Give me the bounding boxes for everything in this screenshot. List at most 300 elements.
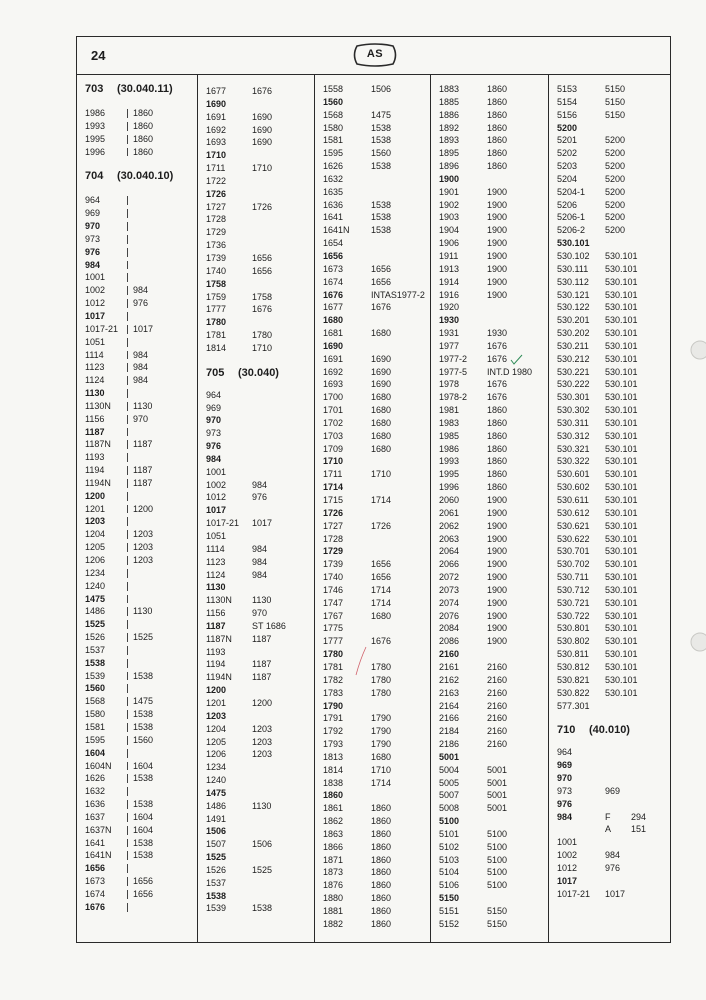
part-number: 1001 <box>85 272 106 283</box>
table-row <box>77 233 196 246</box>
table-row <box>198 748 313 761</box>
reference-number: 530.101 <box>605 636 638 647</box>
table-row <box>198 710 313 723</box>
part-number: 1882 <box>323 918 344 929</box>
table-row <box>431 789 547 802</box>
table-row <box>77 747 196 760</box>
table-row <box>431 455 547 468</box>
reference-number: 530.101 <box>605 289 638 300</box>
table-row <box>77 477 196 490</box>
part-number: 1156 <box>85 413 105 424</box>
table-row <box>198 594 313 607</box>
table-row <box>549 122 669 135</box>
part-number: 969 <box>206 402 222 413</box>
reference-number: 2160 <box>487 739 508 750</box>
table-row <box>549 798 669 811</box>
reference-number: 984 <box>133 362 149 373</box>
table-row <box>198 813 313 826</box>
table-row <box>549 836 669 849</box>
reference-number: 1538 <box>133 837 154 848</box>
table-row <box>549 687 669 700</box>
table-row <box>549 455 669 468</box>
section-heading <box>77 170 196 186</box>
table-row <box>431 777 547 790</box>
reference-number: 1680 <box>371 392 392 403</box>
part-number: 1051 <box>206 531 227 541</box>
inner-divider <box>127 543 128 552</box>
table-row <box>549 109 669 122</box>
table-row <box>315 224 429 237</box>
part-number: 1993 <box>439 456 460 467</box>
table-row <box>77 146 196 159</box>
table-row <box>549 430 669 443</box>
reference-number: 1690 <box>371 353 392 364</box>
part-number: 2186 <box>439 739 460 750</box>
table-row <box>315 520 429 533</box>
reference-number: 5150 <box>605 96 626 107</box>
section-heading <box>549 724 669 740</box>
part-number: 1626 <box>323 161 344 172</box>
reference-number: 1900 <box>487 495 508 505</box>
table-row <box>549 340 669 353</box>
part-number: 969 <box>85 208 101 219</box>
part-number: 1537 <box>206 877 227 888</box>
reference-number: 1860 <box>371 828 392 839</box>
table-row <box>431 648 547 661</box>
table-row <box>431 918 547 931</box>
reference-number: 1656 <box>252 265 273 276</box>
table-row <box>431 173 547 186</box>
reference-number: 1900 <box>487 623 508 634</box>
reference-number: 530.101 <box>605 661 638 672</box>
reference-number: 1860 <box>371 893 392 904</box>
part-number: 530.622 <box>557 533 590 544</box>
table-row <box>77 580 196 593</box>
reference-number: 530.101 <box>605 495 638 505</box>
part-number: 2163 <box>439 687 460 698</box>
part-number: 1701 <box>323 405 344 416</box>
reference-number: 984 <box>252 479 268 490</box>
reference-number: 1900 <box>487 250 508 261</box>
table-row <box>315 443 429 456</box>
table-row <box>77 515 196 528</box>
reference-number: 1560 <box>371 148 392 159</box>
inner-divider <box>127 415 128 424</box>
part-number: 5106 <box>439 880 460 891</box>
reference-number: 1900 <box>487 584 508 595</box>
reference-number: INTAS1977-2 <box>371 289 425 300</box>
table-row <box>549 759 669 772</box>
part-number: 1012 <box>557 862 578 873</box>
table-row <box>315 314 429 327</box>
table-row <box>315 712 429 725</box>
part-number: 1654 <box>323 238 344 249</box>
table-row <box>77 837 196 850</box>
table-row <box>198 175 313 188</box>
inner-divider <box>127 851 128 860</box>
part-number: 1740 <box>323 572 344 583</box>
reference-number: 1860 <box>371 906 392 916</box>
table-row <box>431 815 547 828</box>
table-row <box>549 186 669 199</box>
part-number: 1677 <box>323 302 344 313</box>
reference-number: 530.101 <box>605 250 638 261</box>
table-row <box>198 239 313 252</box>
part-number: 1206 <box>85 555 106 565</box>
spacer <box>77 99 196 107</box>
part-number: 1995 <box>439 469 460 480</box>
part-number: 1017 <box>557 875 578 886</box>
inner-divider <box>127 633 128 642</box>
part-number: 1193 <box>85 452 105 463</box>
table-row <box>549 811 669 824</box>
reference-number: 1690 <box>252 137 273 148</box>
reference-number: 1790 <box>371 726 392 737</box>
table-row <box>77 297 196 310</box>
reference-number: 1525 <box>133 632 154 643</box>
part-number: 1017-21 <box>206 518 240 529</box>
part-number: 1782 <box>323 674 344 685</box>
part-number: 1017-21 <box>557 888 591 899</box>
table-row <box>431 738 547 751</box>
part-number: 2084 <box>439 623 460 634</box>
reference-number: 1860 <box>133 120 154 131</box>
reference-number: 1538 <box>371 135 392 146</box>
table-row <box>198 774 313 787</box>
part-number: 1130 <box>85 388 105 399</box>
reference-number: 1860 <box>487 430 508 441</box>
part-number: 1900 <box>439 173 460 184</box>
table-row <box>431 237 547 250</box>
reference-number: 1690 <box>371 379 392 390</box>
table-row <box>315 751 429 764</box>
part-number: 1726 <box>323 507 344 518</box>
part-number: 1676 <box>85 901 106 912</box>
reference-number: 1860 <box>133 108 154 118</box>
table-row <box>77 618 196 631</box>
table-row <box>431 828 547 841</box>
part-number: 1156 <box>206 608 226 619</box>
part-number: 1234 <box>85 567 106 578</box>
reference-number: 5001 <box>487 790 508 801</box>
reference-number: 1656 <box>371 572 392 583</box>
part-number: 1996 <box>439 482 460 493</box>
part-number: 1747 <box>323 597 344 608</box>
table-row <box>315 687 429 700</box>
extra-reference: 151 <box>631 824 647 835</box>
reference-number: 1780 <box>371 687 392 698</box>
part-number: 1187 <box>206 620 226 631</box>
reference-number: 1860 <box>487 109 508 120</box>
part-number: 1538 <box>206 890 227 901</box>
part-number: 1193 <box>206 646 226 657</box>
part-number: 2072 <box>439 572 460 583</box>
reference-number: 1860 <box>487 482 508 493</box>
table-row <box>77 528 196 541</box>
part-number: 530.602 <box>557 482 590 493</box>
reference-number: 1690 <box>371 366 392 377</box>
part-number: 1641 <box>323 212 344 223</box>
reference-number: 1200 <box>133 503 154 514</box>
part-number: 530.211 <box>557 340 589 351</box>
table-row <box>431 892 547 905</box>
part-number: 1986 <box>85 108 106 118</box>
inner-divider <box>127 363 128 372</box>
inner-divider <box>127 787 128 796</box>
table-row <box>77 734 196 747</box>
table-row <box>77 824 196 837</box>
inner-divider <box>127 196 128 205</box>
inner-divider <box>127 864 128 873</box>
part-number: 530.701 <box>557 546 590 557</box>
reference-number: 5100 <box>487 880 508 891</box>
reference-number: 1860 <box>133 146 154 157</box>
part-number: 1681 <box>323 328 344 339</box>
reference-number: 5200 <box>605 135 626 146</box>
inner-divider <box>127 135 128 144</box>
part-number: 1200 <box>85 490 106 501</box>
part-number: 2164 <box>439 700 460 711</box>
reference-number: 530.101 <box>605 623 638 634</box>
table-row <box>315 610 429 623</box>
inner-divider <box>127 261 128 270</box>
part-number: 1537 <box>85 644 106 655</box>
table-row <box>77 631 196 644</box>
reference-number: 1538 <box>133 773 154 784</box>
part-number: 1729 <box>323 546 344 557</box>
table-row <box>77 798 196 811</box>
part-number: 1636 <box>85 799 106 810</box>
part-number: 5204 <box>557 173 578 184</box>
reference-number: 1538 <box>371 225 392 236</box>
table-row <box>549 823 669 836</box>
part-number: 1746 <box>323 584 344 595</box>
reference-number: 2160 <box>487 687 508 698</box>
table-row <box>198 124 313 137</box>
part-number: 1995 <box>85 133 106 144</box>
part-number: 1691 <box>206 111 227 122</box>
table-row <box>315 597 429 610</box>
table-row <box>198 723 313 736</box>
table-row <box>198 402 313 415</box>
part-number: 2076 <box>439 610 460 621</box>
table-row <box>198 265 313 278</box>
reference-number: 1676 <box>371 636 392 647</box>
part-number: 1012 <box>85 298 106 309</box>
table-row <box>549 533 669 546</box>
table-row <box>315 507 429 520</box>
part-number: 1656 <box>323 250 344 261</box>
part-number: 530.311 <box>557 417 589 428</box>
part-number: 1892 <box>439 122 460 133</box>
part-number: 1187 <box>85 426 105 437</box>
part-number: 1002 <box>85 285 106 296</box>
reference-number: 1506 <box>252 839 273 850</box>
reference-number: 1860 <box>371 880 392 891</box>
part-number: 970 <box>85 221 101 232</box>
part-number: 1568 <box>323 109 344 120</box>
reference-number: 1860 <box>487 469 508 480</box>
reference-number: 1714 <box>371 777 392 788</box>
part-number: 530.702 <box>557 559 590 570</box>
part-number: 1538 <box>85 657 106 668</box>
part-number: 1993 <box>85 120 106 131</box>
table-row <box>315 481 429 494</box>
part-number: 5206-2 <box>557 225 586 236</box>
part-number: 1491 <box>206 813 227 824</box>
part-number: 969 <box>557 760 573 771</box>
table-row <box>198 838 313 851</box>
table-row <box>431 610 547 623</box>
table-row <box>549 584 669 597</box>
table-row <box>431 661 547 674</box>
reference-number: 1900 <box>487 238 508 249</box>
part-number: 1702 <box>323 417 344 428</box>
table-row <box>198 136 313 149</box>
reference-number: 5100 <box>487 867 508 878</box>
reference-number: 1900 <box>487 572 508 583</box>
reference-number: 1900 <box>487 289 508 300</box>
table-row <box>77 284 196 297</box>
reference-number: 1900 <box>487 199 508 210</box>
reference-number: 1860 <box>487 96 508 107</box>
reference-number: 530.101 <box>605 430 638 441</box>
spacer <box>77 186 196 194</box>
table-row <box>431 841 547 854</box>
part-number: 1558 <box>323 84 344 94</box>
table-row <box>315 327 429 340</box>
part-number: 530.111 <box>557 263 589 274</box>
part-number: 1194 <box>85 465 105 476</box>
table-row <box>431 854 547 867</box>
part-number: 1001 <box>557 837 578 848</box>
reference-number: 1656 <box>371 276 392 287</box>
reference-number: 1710 <box>252 342 273 353</box>
part-number: 1838 <box>323 777 344 788</box>
part-number: 530.801 <box>557 623 590 634</box>
part-number: 1204 <box>85 529 106 540</box>
reference-number: 1900 <box>487 276 508 287</box>
table-row <box>315 802 429 815</box>
table-row <box>315 250 429 263</box>
table-row <box>549 327 669 340</box>
reference-number: 1780 <box>371 674 392 685</box>
table-row <box>198 414 313 427</box>
part-number: 5206 <box>557 199 578 210</box>
table-row <box>431 391 547 404</box>
table-row <box>315 866 429 879</box>
reference-number: 1710 <box>371 469 392 480</box>
table-row <box>77 862 196 875</box>
table-row <box>549 635 669 648</box>
reference-number: 970 <box>133 413 149 424</box>
part-number: 1981 <box>439 405 460 416</box>
part-number: 2060 <box>439 495 460 505</box>
table-row <box>549 404 669 417</box>
reference-number: 1900 <box>487 597 508 608</box>
part-number: 5156 <box>557 109 578 120</box>
table-row <box>431 545 547 558</box>
table-row <box>431 289 547 302</box>
reference-number: 1538 <box>133 799 154 810</box>
reference-number: 530.101 <box>605 353 638 364</box>
part-number: 973 <box>85 233 101 244</box>
part-number: 1017 <box>85 310 106 321</box>
table-row <box>431 417 547 430</box>
table-row <box>77 361 196 374</box>
table-row <box>77 374 196 387</box>
part-number: 1906 <box>439 238 460 249</box>
part-number: 1203 <box>85 516 106 527</box>
part-number: 1680 <box>323 315 344 326</box>
part-number: 2184 <box>439 726 460 737</box>
part-number: 5004 <box>439 764 460 775</box>
part-number: 970 <box>206 415 222 426</box>
as-logo <box>351 42 399 68</box>
part-number: 1641N <box>85 850 112 861</box>
table-row <box>198 620 313 633</box>
reference-number: 1860 <box>487 148 508 159</box>
reference-number: 1560 <box>133 734 154 745</box>
part-number: 1676 <box>323 289 344 300</box>
table-row <box>549 746 669 759</box>
table-row <box>315 635 429 648</box>
page-frame <box>76 36 671 943</box>
part-number: 530.212 <box>557 353 590 364</box>
part-number: 1656 <box>85 863 106 874</box>
part-number: 5101 <box>439 828 460 839</box>
table-row <box>431 584 547 597</box>
table-row <box>431 494 547 507</box>
inner-divider <box>127 620 128 629</box>
reference-number: 5001 <box>487 764 508 775</box>
table-row <box>549 849 669 862</box>
table-row <box>198 684 313 697</box>
inner-divider <box>127 248 128 257</box>
part-number: 530.102 <box>557 250 590 261</box>
reference-number: 1900 <box>487 507 508 518</box>
reference-number: 530.101 <box>605 405 638 416</box>
part-number: 1916 <box>439 289 460 300</box>
reference-number: 1726 <box>252 201 273 212</box>
part-number: 1780 <box>323 649 344 660</box>
table-row <box>77 120 196 133</box>
reference-number: 1900 <box>487 610 508 621</box>
reference-number: 1860 <box>133 133 154 144</box>
table-row <box>315 661 429 674</box>
reference-number: 2160 <box>487 713 508 724</box>
part-number: 1568 <box>85 696 106 707</box>
inner-divider <box>127 402 128 411</box>
table-row <box>315 777 429 790</box>
inner-divider <box>127 607 128 616</box>
reference-number: 5200 <box>605 186 626 197</box>
table-row <box>198 890 313 903</box>
part-number: 530.312 <box>557 430 590 441</box>
reference-number: 1525 <box>252 864 273 875</box>
part-number: 1693 <box>323 379 344 390</box>
reference-number: 530.101 <box>605 276 638 287</box>
table-row <box>315 879 429 892</box>
reference-number: 1860 <box>487 443 508 454</box>
part-number: 1914 <box>439 276 460 287</box>
part-number: 5200 <box>557 122 578 133</box>
table-row <box>77 271 196 284</box>
table-row <box>431 635 547 648</box>
reference-number: 1676 <box>487 340 508 351</box>
table-row <box>549 862 669 875</box>
part-number: 1790 <box>323 700 344 711</box>
